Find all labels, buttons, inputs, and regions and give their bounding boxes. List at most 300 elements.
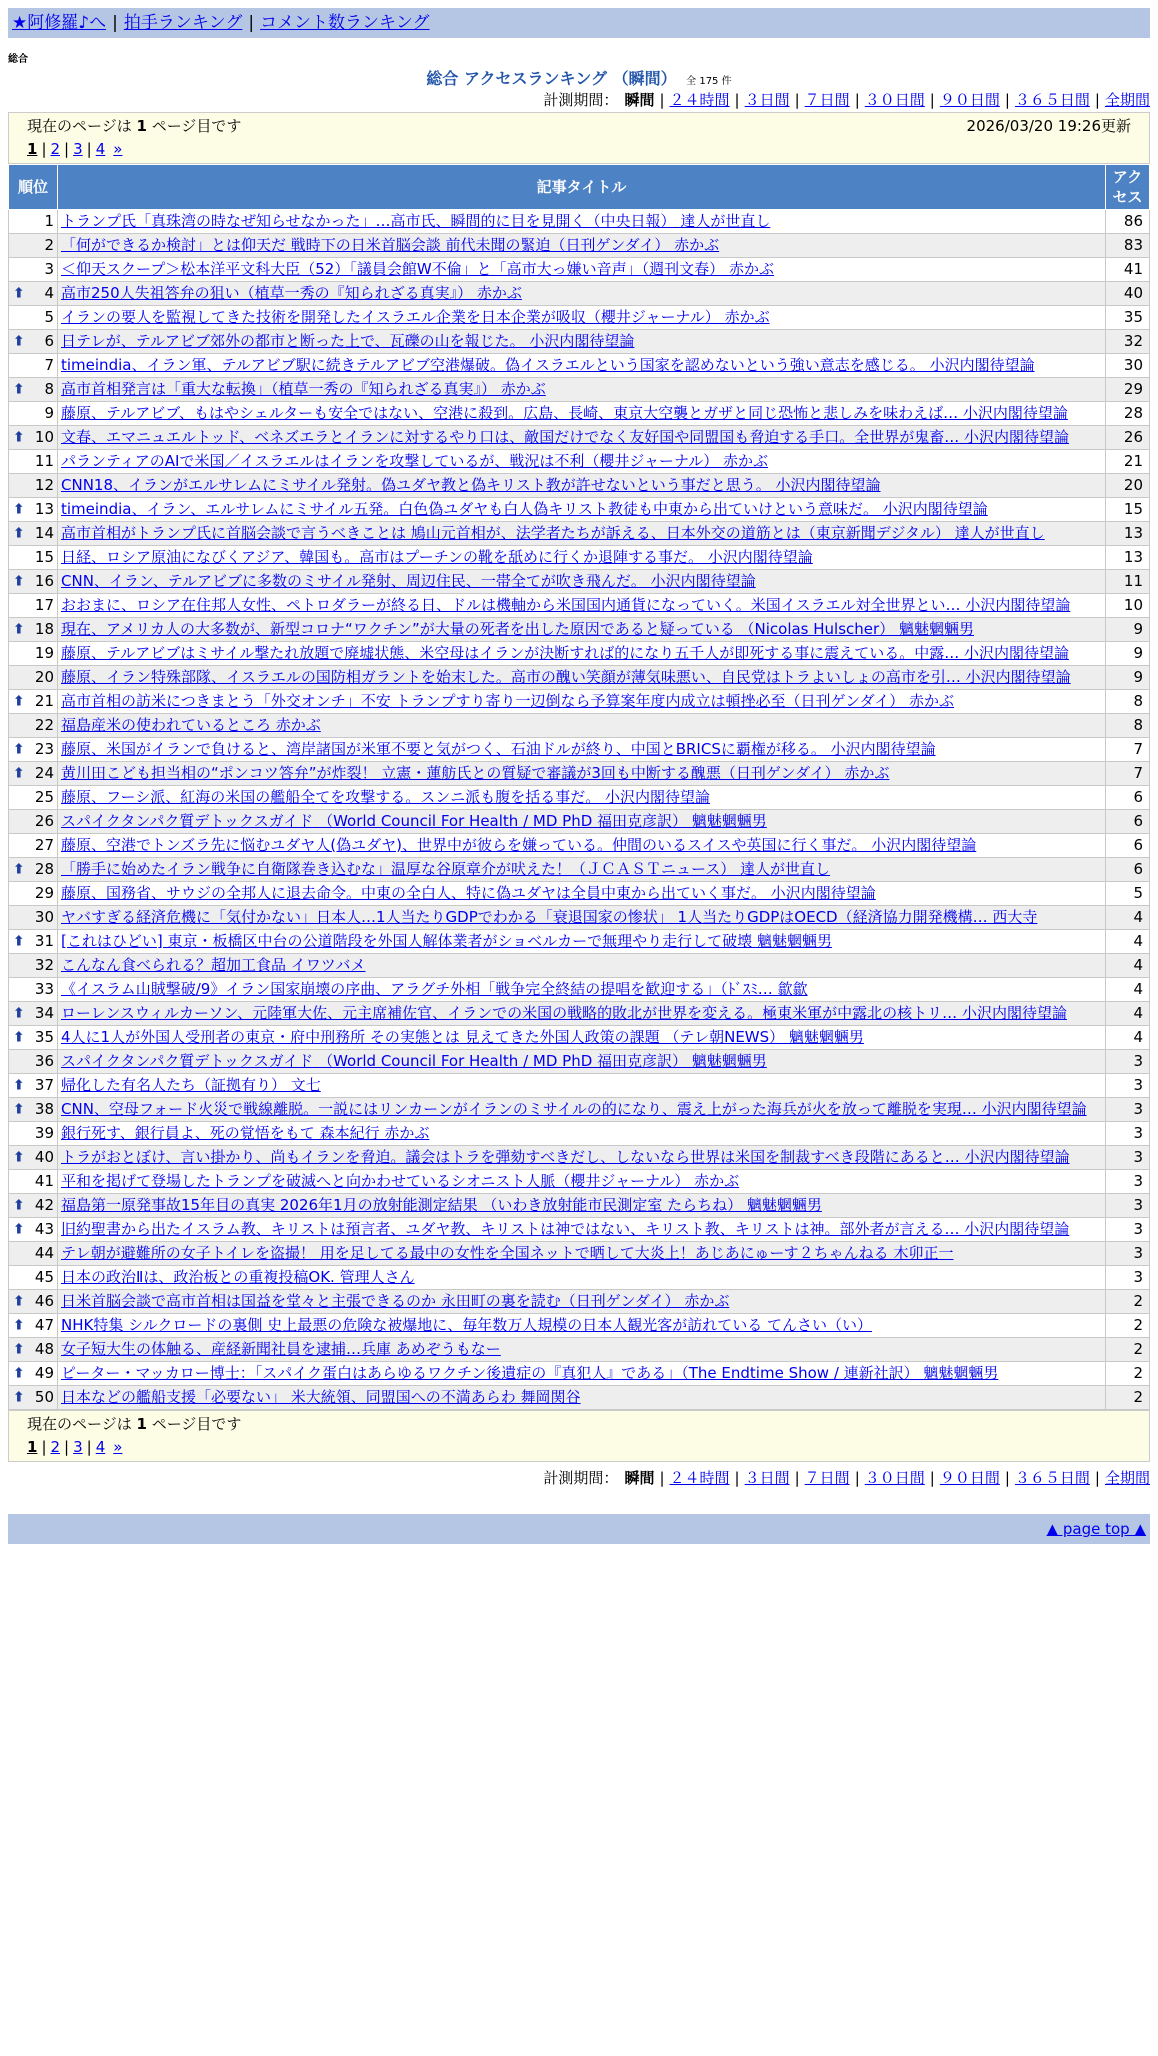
- access-count: 2: [1106, 1386, 1150, 1410]
- rank-number: 42: [34, 1196, 54, 1214]
- access-count: 6: [1106, 786, 1150, 810]
- article-link[interactable]: 藤原、国務省、サウジの全邦人に退去命令。中東の全白人、特に偽ユダヤは全員中東から出ていく事だ。 小沢内閣待望論: [61, 884, 876, 902]
- article-link[interactable]: 現在、アメリカ人の大多数が、新型コロナ“ワクチン”が大量の死者を出した原因であると疑っている （Nicolas Hulscher） 魑魅魍魎男: [61, 620, 974, 638]
- access-count: 3: [1106, 1218, 1150, 1242]
- access-count: 40: [1106, 282, 1150, 306]
- title-cell: [58, 786, 1106, 810]
- article-link[interactable]: トランプ氏「真珠湾の時なぜ知らせなかった」…高市氏、瞬間的に目を見開く（中央日報） 達人が世直し: [61, 212, 771, 230]
- access-count: 86: [1106, 210, 1150, 234]
- table-row: [9, 930, 1150, 954]
- pager-next[interactable]: »: [113, 1438, 123, 1456]
- rank-number: 24: [34, 764, 54, 782]
- rank-up-arrow-icon: ⬆: [13, 1293, 25, 1309]
- access-count: 2: [1106, 1362, 1150, 1386]
- table-row: [9, 714, 1150, 738]
- article-link[interactable]: 藤原、テルアビブ、もはやシェルターも安全ではない、空港に殺到。広島、長崎、東京大空襲とガザと同じ恐怖と悲しみを味わえば… 小沢内閣待望論: [61, 404, 1068, 422]
- period-selector-bottom: [8, 1466, 1150, 1490]
- category-label: 総合: [8, 54, 28, 65]
- rank-cell: [9, 1074, 58, 1098]
- rank-number: 5: [44, 308, 54, 326]
- rank-number: 38: [34, 1100, 54, 1118]
- table-row: [9, 570, 1150, 594]
- access-count: 6: [1106, 858, 1150, 882]
- nav-separator: |: [248, 13, 255, 33]
- article-link[interactable]: テレ朝が避難所の女子トイレを盗撮！ 用を足してる最中の女性を全国ネットで晒して大炎上！あじあにゅーす２ちゃんねる 木卯正一: [61, 1244, 954, 1262]
- table-row: [9, 1026, 1150, 1050]
- title-cell: [58, 1266, 1106, 1290]
- pager-current: 1: [27, 140, 38, 158]
- period-link-4[interactable]: ３０日間: [864, 1469, 925, 1487]
- article-link[interactable]: CNN18、イランがエルサレムにミサイル発射。偽ユダヤ教と偽キリスト教が許せないという事だと思う。 小沢内閣待望論: [61, 476, 881, 494]
- title-cell: [58, 474, 1106, 498]
- table-row: [9, 1194, 1150, 1218]
- rank-cell: [9, 594, 58, 618]
- title-cell: [58, 714, 1106, 738]
- article-link[interactable]: 藤原、米国がイランで負けると、湾岸諸国が米軍不要と気がつく、石油ドルが終り、中国とBRICSに覇権が移る。 小沢内閣待望論: [61, 740, 936, 758]
- access-count: 2: [1106, 1314, 1150, 1338]
- access-count: 3: [1106, 1146, 1150, 1170]
- access-count: 15: [1106, 498, 1150, 522]
- title-cell: [58, 378, 1106, 402]
- period-separator: |: [794, 1469, 800, 1487]
- table-row: [9, 234, 1150, 258]
- page-info-bottom: [8, 1410, 1150, 1462]
- rank-cell: [9, 258, 58, 282]
- article-link[interactable]: 藤原、フーシ派、紅海の米国の艦船全てを攻撃する。スンニ派も腹を括る事だ。 小沢内閣待望論: [61, 788, 711, 806]
- rank-number: 23: [34, 740, 54, 758]
- access-count: 26: [1106, 426, 1150, 450]
- rank-cell: [9, 618, 58, 642]
- title-cell: [58, 834, 1106, 858]
- comment-ranking-link[interactable]: コメント数ランキング: [260, 13, 430, 33]
- rank-cell: [9, 1098, 58, 1122]
- nav-separator: |: [112, 13, 118, 33]
- period-selector-top: [8, 88, 1150, 112]
- article-link[interactable]: 日経、ロシア原油になびくアジア、韓国も。高市はプーチンの靴を舐めに行くか退陣する事だ。 小沢内閣待望論: [61, 548, 813, 566]
- rank-cell: [9, 762, 58, 786]
- rank-up-arrow-icon: ⬆: [13, 525, 25, 541]
- home-link[interactable]: ★阿修羅♪へ: [12, 13, 107, 33]
- rank-cell: [9, 1170, 58, 1194]
- article-link[interactable]: 女子短大生の体触る、産経新聞社員を逮捕…兵庫 あめぞうもなー: [61, 1340, 501, 1358]
- access-count: 28: [1106, 402, 1150, 426]
- article-link[interactable]: 藤原、テルアビブはミサイル撃たれ放題で廃墟状態、米空母はイランが決断すれば的になり五千人が即死する事に震えている。中露… 小沢内閣待望論: [61, 644, 1069, 662]
- period-link-5[interactable]: ９０日間: [939, 1469, 1000, 1487]
- rank-up-arrow-icon: ⬆: [13, 381, 25, 397]
- rank-up-arrow-icon: ⬆: [13, 285, 25, 301]
- rank-up-arrow-icon: ⬆: [13, 1365, 25, 1381]
- article-link[interactable]: 高市首相発言は「重大な転換」（植草一秀の『知られざる真実』） 赤かぶ: [61, 380, 546, 398]
- rank-number: 10: [34, 428, 54, 446]
- rank-cell: [9, 522, 58, 546]
- rank-number: 49: [34, 1364, 54, 1382]
- period-link-3[interactable]: ７日間: [804, 1469, 850, 1487]
- access-count: 7: [1106, 762, 1150, 786]
- article-link[interactable]: [これはひどい] 東京・板橋区中台の公道階段を外国人解体業者がショベルカーで無理やり走行して破壊 魑魅魍魎男: [61, 932, 832, 950]
- article-link[interactable]: CNN、イラン、テルアビブに多数のミサイル発射、周辺住民、一帯全てが吹き飛んだ。 小沢内閣待望論: [61, 572, 756, 590]
- footer-bar: [8, 1514, 1150, 1544]
- article-link[interactable]: 日本などの艦船支援「必要ない」 米大統領、同盟国への不満あらわ 舞岡関谷: [61, 1388, 581, 1406]
- pager-link-4[interactable]: 4: [95, 140, 106, 158]
- title-cell: [58, 642, 1106, 666]
- rank-number: 9: [44, 404, 54, 422]
- rank-cell: [9, 642, 58, 666]
- title-cell: [58, 954, 1106, 978]
- table-row: [9, 1314, 1150, 1338]
- rank-number: 37: [34, 1076, 54, 1094]
- rank-number: 35: [34, 1028, 54, 1046]
- article-link[interactable]: CNN、空母フォード火災で戦線離脱。一説にはリンカーンがイランのミサイルの的になり、震え上がった海兵が火を放って離脱を実現… 小沢内閣待望論: [61, 1100, 1087, 1118]
- rank-cell: [9, 954, 58, 978]
- period-link-6[interactable]: ３６５日間: [1014, 1469, 1090, 1487]
- access-count: 11: [1106, 570, 1150, 594]
- access-count: 30: [1106, 354, 1150, 378]
- article-link[interactable]: 藤原、空港でトンズラ先に悩むユダヤ人(偽ユダヤ)、世界中が彼らを嫌っている。仲間のいるスイスや英国に行く事だ。 小沢内閣待望論: [61, 836, 977, 854]
- access-count: 5: [1106, 882, 1150, 906]
- rank-number: 4: [44, 284, 54, 302]
- table-row: [9, 858, 1150, 882]
- access-count: 13: [1106, 546, 1150, 570]
- rank-cell: [9, 786, 58, 810]
- article-link[interactable]: timeindia、イラン軍、テルアビブ駅に続きテルアビブ空港爆破。偽イスラエルという国家を認めないという強い意志を感じる。 小沢内閣待望論: [61, 356, 1035, 374]
- table-row: [9, 594, 1150, 618]
- table-row: [9, 1122, 1150, 1146]
- rank-cell: [9, 330, 58, 354]
- title-cell: [58, 1218, 1106, 1242]
- article-link[interactable]: 銀行死す、銀行員よ、死の覚悟をもて 森本紀行 赤かぶ: [61, 1124, 430, 1142]
- article-link[interactable]: イランの要人を監視してきた技術を開発したイスラエル企業を日本企業が吸収（櫻井ジャーナル） 赤かぶ: [61, 308, 770, 326]
- pagination-bottom: [27, 1435, 1131, 1459]
- title-cell: [58, 594, 1106, 618]
- table-row: [9, 1362, 1150, 1386]
- access-count: 3: [1106, 1170, 1150, 1194]
- article-link[interactable]: 帰化した有名人たち（証拠有り） 文七: [61, 1076, 321, 1094]
- period-separator: |: [1094, 91, 1100, 109]
- rank-number: 41: [34, 1172, 54, 1190]
- article-link[interactable]: ピーター・マッカロー博士：「スパイク蛋白はあらゆるワクチン後遺症の『真犯人』である」（The Endtime Show / 連新社訳） 魑魅魍魎男: [61, 1364, 999, 1382]
- access-count: 3: [1106, 1194, 1150, 1218]
- article-link[interactable]: おおまに、ロシア在住邦人女性、ペトロダラーが終る日、ドルは機軸から米国国内通貨になっていく。米国イスラエル対全世界とい… 小沢内閣待望論: [61, 596, 1071, 614]
- title-cell: [58, 306, 1106, 330]
- article-link[interactable]: timeindia、イラン、エルサレムにミサイル五発。白色偽ユダヤも白人偽キリスト教徒も中東から出ていけという意味だ。 小沢内閣待望論: [61, 500, 988, 518]
- access-count: 4: [1106, 1026, 1150, 1050]
- access-count: 32: [1106, 330, 1150, 354]
- pager-current: 1: [27, 1438, 38, 1456]
- access-count: 3: [1106, 1098, 1150, 1122]
- period-separator: |: [854, 91, 860, 109]
- article-link[interactable]: 日米首脳会談で高市首相は国益を堂々と主張できるのか 永田町の裏を読む（日刊ゲンダイ） 赤かぶ: [61, 1292, 730, 1310]
- period-separator: |: [794, 91, 800, 109]
- article-link[interactable]: 高市250人失祖答弁の狙い（植草一秀の『知られざる真実』） 赤かぶ: [61, 284, 522, 302]
- rank-up-arrow-icon: ⬆: [13, 765, 25, 781]
- title-cell: [58, 354, 1106, 378]
- access-count: 4: [1106, 978, 1150, 1002]
- rank-cell: [9, 1050, 58, 1074]
- rank-cell: [9, 1362, 58, 1386]
- period-link-5[interactable]: ９０日間: [939, 91, 1000, 109]
- period-separator: |: [734, 1469, 740, 1487]
- pager-link-3[interactable]: 3: [73, 1438, 83, 1456]
- pager-link-4[interactable]: 4: [95, 1438, 106, 1456]
- table-row: [9, 1338, 1150, 1362]
- title-cell: [58, 618, 1106, 642]
- period-link-2[interactable]: ３日間: [744, 1469, 790, 1487]
- rank-number: 50: [34, 1388, 54, 1406]
- access-count: 3: [1106, 1122, 1150, 1146]
- period-label: 計測期間：: [543, 91, 619, 109]
- rank-number: 21: [34, 692, 54, 710]
- item-count: 全 175 件: [686, 76, 732, 87]
- clap-ranking-link[interactable]: 拍手ランキング: [123, 13, 243, 33]
- rank-number: 22: [34, 716, 54, 734]
- rank-up-arrow-icon: ⬆: [13, 1389, 25, 1405]
- ranking-title: 総合 アクセスランキング （瞬間）: [426, 69, 677, 88]
- article-link[interactable]: こんなん食べられる？超加工食品 イワツバメ: [61, 956, 366, 974]
- rank-cell: [9, 1290, 58, 1314]
- rank-cell: [9, 1122, 58, 1146]
- access-count: 8: [1106, 690, 1150, 714]
- table-row: [9, 786, 1150, 810]
- rank-up-arrow-icon: ⬆: [13, 501, 25, 517]
- table-row: [9, 402, 1150, 426]
- table-row: [9, 378, 1150, 402]
- article-link[interactable]: 福島産米の使われているところ 赤かぶ: [61, 716, 321, 734]
- table-row: [9, 618, 1150, 642]
- access-count: 41: [1106, 258, 1150, 282]
- title-cell: [58, 570, 1106, 594]
- access-count: 6: [1106, 810, 1150, 834]
- table-row: [9, 450, 1150, 474]
- table-row: [9, 1146, 1150, 1170]
- table-row: [9, 306, 1150, 330]
- rank-number: 13: [34, 500, 54, 518]
- article-link[interactable]: 《イスラム山賊撃破/9》イラン国家崩壊の序曲、アラグチ外相「戦争完全終結の提唱を歓迎する」（ﾄﾞｽﾐ… 歙歙: [61, 980, 808, 998]
- rank-cell: [9, 714, 58, 738]
- access-count: 9: [1106, 642, 1150, 666]
- title-cell: [58, 1026, 1106, 1050]
- rank-cell: [9, 1146, 58, 1170]
- rank-cell: [9, 282, 58, 306]
- period-link-1[interactable]: ２４時間: [669, 91, 730, 109]
- title-cell: [58, 258, 1106, 282]
- title-cell: [58, 762, 1106, 786]
- rank-cell: [9, 450, 58, 474]
- period-separator: |: [929, 91, 935, 109]
- title-cell: [58, 1098, 1106, 1122]
- article-link[interactable]: 旧約聖書から出たイスラム教、キリストは預言者、ユダヤ教、キリストは神ではない、キリスト教、キリストは神。部外者が言える… 小沢内閣待望論: [61, 1220, 1070, 1238]
- table-row: [9, 738, 1150, 762]
- period-separator: |: [659, 91, 665, 109]
- rank-cell: [9, 978, 58, 1002]
- rank-number: 20: [34, 668, 54, 686]
- title-cell: [58, 906, 1106, 930]
- rank-cell: [9, 210, 58, 234]
- rank-number: 6: [44, 332, 54, 350]
- table-row: [9, 282, 1150, 306]
- period-link-1[interactable]: ２４時間: [669, 1469, 730, 1487]
- period-separator: |: [1004, 91, 1010, 109]
- rank-up-arrow-icon: ⬆: [13, 933, 25, 949]
- table-row: [9, 666, 1150, 690]
- table-row: [9, 522, 1150, 546]
- period-link-4[interactable]: ３０日間: [864, 91, 925, 109]
- page-title: [8, 66, 1150, 88]
- title-cell: [58, 738, 1106, 762]
- rank-number: 2: [44, 236, 54, 254]
- pager-separator: |: [86, 1438, 92, 1456]
- pager-separator: |: [41, 1438, 47, 1456]
- title-cell: [58, 1074, 1106, 1098]
- article-link[interactable]: NHK特集 シルクロードの裏側 史上最悪の危険な被爆地に、毎年数万人規模の日本人観光客が訪れている てんさい（い）: [61, 1316, 872, 1334]
- period-link-7[interactable]: 全期間: [1104, 1469, 1150, 1487]
- article-link[interactable]: 「何ができるか検討」とは仰天だ 戦時下の日米首脳会談 前代未聞の緊迫（日刊ゲンダイ） 赤かぶ: [61, 236, 720, 254]
- article-link[interactable]: 平和を掲げて登場したトランプを破滅へと向かわせているシオニスト人脈（櫻井ジャーナル） 赤かぶ: [61, 1172, 740, 1190]
- rank-cell: [9, 834, 58, 858]
- access-count: 3: [1106, 1050, 1150, 1074]
- access-count: 2: [1106, 1290, 1150, 1314]
- pager-next[interactable]: »: [113, 140, 123, 158]
- current-page-text: 現在のページは 1 ページ目です: [27, 117, 242, 135]
- pager-link-2[interactable]: 2: [50, 140, 61, 158]
- rank-number: 25: [34, 788, 54, 806]
- title-cell: [58, 234, 1106, 258]
- article-link[interactable]: 「勝手に始めたイラン戦争に自衛隊巻き込むな」温厚な谷原章介が吠えた！（ＪＣＡＳＴニュース） 達人が世直し: [61, 860, 831, 878]
- title-cell: [58, 282, 1106, 306]
- rank-cell: [9, 1242, 58, 1266]
- table-row: [9, 1218, 1150, 1242]
- rank-up-arrow-icon: ⬆: [13, 1005, 25, 1021]
- title-cell: [58, 450, 1106, 474]
- rank-cell: [9, 1194, 58, 1218]
- title-cell: [58, 426, 1106, 450]
- table-row: [9, 474, 1150, 498]
- article-link[interactable]: スパイクタンパク質デトックスガイド （World Council For Health / MD PhD 福田克彦訳） 魑魅魍魎男: [61, 1052, 767, 1070]
- article-link[interactable]: 4人に1人が外国人受刑者の東京・府中刑務所 その実態とは 見えてきた外国人政策の課題 （テレ朝NEWS） 魑魅魍魎男: [61, 1028, 864, 1046]
- rank-up-arrow-icon: ⬆: [13, 861, 25, 877]
- page-top-link[interactable]: ▲ page top ▲: [1046, 1520, 1146, 1538]
- title-cell: [58, 1170, 1106, 1194]
- rank-number: 30: [34, 908, 54, 926]
- article-link[interactable]: パランティアのAIで米国／イスラエルはイランを攻撃しているが、戦況は不利（櫻井ジャーナル） 赤かぶ: [61, 452, 769, 470]
- rank-up-arrow-icon: ⬆: [13, 573, 25, 589]
- rank-number: 18: [34, 620, 54, 638]
- access-header: アクセス: [1106, 165, 1150, 210]
- rank-up-arrow-icon: ⬆: [13, 1149, 25, 1165]
- article-link[interactable]: 藤原、イラン特殊部隊、イスラエルの国防相ガラントを始末した。高市の醜い笑顔が薄気味悪い、自民党はトラよいしょの高市を引… 小沢内閣待望論: [61, 668, 1071, 686]
- pager-link-3[interactable]: 3: [73, 140, 83, 158]
- rank-number: 48: [34, 1340, 54, 1358]
- title-cell: [58, 1290, 1106, 1314]
- rank-cell: [9, 426, 58, 450]
- title-cell: [58, 1194, 1106, 1218]
- title-cell: [58, 498, 1106, 522]
- pager-link-2[interactable]: 2: [50, 1438, 61, 1456]
- rank-number: 33: [34, 980, 54, 998]
- access-count: 9: [1106, 618, 1150, 642]
- rank-number: 1: [44, 212, 54, 230]
- title-cell: [58, 858, 1106, 882]
- rank-number: 15: [34, 548, 54, 566]
- rank-up-arrow-icon: ⬆: [13, 429, 25, 445]
- table-row: [9, 1002, 1150, 1026]
- rank-number: 16: [34, 572, 54, 590]
- rank-cell: [9, 882, 58, 906]
- period-link-2[interactable]: ３日間: [744, 91, 790, 109]
- rank-number: 12: [34, 476, 54, 494]
- access-count: 4: [1106, 906, 1150, 930]
- article-link[interactable]: ローレンスウィルカーソン、元陸軍大佐、元主席補佐官、イランでの米国の戦略的敗北が世界を変える。極東米軍が中露北の核トリ… 小沢内閣待望論: [61, 1004, 1067, 1022]
- access-count: 13: [1106, 522, 1150, 546]
- rank-number: 36: [34, 1052, 54, 1070]
- rank-number: 47: [34, 1316, 54, 1334]
- access-count: 3: [1106, 1074, 1150, 1098]
- current-page-number: 1: [136, 1415, 147, 1433]
- access-count: 21: [1106, 450, 1150, 474]
- rank-up-arrow-icon: ⬆: [13, 1077, 25, 1093]
- article-link[interactable]: 日テレが、テルアビブ郊外の都市と断った上で、瓦礫の山を報じた。 小沢内閣待望論: [61, 332, 635, 350]
- rank-cell: [9, 690, 58, 714]
- article-link[interactable]: ヤバすぎる経済危機に「気付かない」日本人…1人当たりGDPでわかる「衰退国家の惨状」 1人当たりGDPはOECD（経済協力開発機構… 西大寺: [61, 908, 1038, 926]
- table-row: [9, 258, 1150, 282]
- article-link[interactable]: トラがおとぼけ、言い掛かり、尚もイランを脅迫。議会はトラを弾劾すべきだし、しないなら世界は米国を制裁すべき段階にあると… 小沢内閣待望論: [61, 1148, 1070, 1166]
- rank-number: 34: [34, 1004, 54, 1022]
- access-count: 2: [1106, 1338, 1150, 1362]
- period-link-3[interactable]: ７日間: [804, 91, 850, 109]
- title-cell: [58, 1146, 1106, 1170]
- table-row: [9, 906, 1150, 930]
- article-link[interactable]: 高市首相の訪米につきまとう「外交オンチ」不安 トランプすり寄り一辺倒なら予算案年度内成立は頓挫必至（日刊ゲンダイ） 赤かぶ: [61, 692, 955, 710]
- title-cell: [58, 810, 1106, 834]
- article-link[interactable]: ＜仰天スクープ＞松本洋平文科大臣（52）「議員会館W不倫」と「高市大っ嫌い音声」（週刊文春） 赤かぶ: [61, 260, 774, 278]
- table-row: [9, 642, 1150, 666]
- rank-cell: [9, 738, 58, 762]
- table-row: [9, 1386, 1150, 1410]
- access-count: 35: [1106, 306, 1150, 330]
- rank-number: 39: [34, 1124, 54, 1142]
- rank-number: 26: [34, 812, 54, 830]
- rank-cell: [9, 1338, 58, 1362]
- table-row: [9, 546, 1150, 570]
- article-link[interactable]: 福島第一原発事故15年目の真実 2026年1月の放射能測定結果 （いわき放射能市民測定室 たらちね） 魑魅魍魎男: [61, 1196, 822, 1214]
- article-link[interactable]: 文春、エマニュエルトッド、ベネズエラとイランに対するやり口は、敵国だけでなく友好国や同盟国も脅迫する手口。全世界が鬼畜… 小沢内閣待望論: [61, 428, 1069, 446]
- article-link[interactable]: スパイクタンパク質デトックスガイド （World Council For Health / MD PhD 福田克彦訳） 魑魅魍魎男: [61, 812, 767, 830]
- title-cell: [58, 546, 1106, 570]
- period-link-6[interactable]: ３６５日間: [1014, 91, 1090, 109]
- access-count: 10: [1106, 594, 1150, 618]
- rank-cell: [9, 234, 58, 258]
- article-link[interactable]: 黄川田こども担当相の“ポンコツ答弁”が炸裂！ 立憲・蓮舫氏との質疑で審議が3回も中断する醜悪（日刊ゲンダイ） 赤かぶ: [61, 764, 890, 782]
- rank-number: 31: [34, 932, 54, 950]
- article-link[interactable]: 日本の政治Ⅱは、政治板との重複投稿OK. 管理人さん: [61, 1268, 415, 1286]
- table-row: [9, 690, 1150, 714]
- rank-number: 28: [34, 860, 54, 878]
- period-link-7[interactable]: 全期間: [1104, 91, 1150, 109]
- title-cell: [58, 978, 1106, 1002]
- pager-separator: |: [86, 140, 92, 158]
- rank-cell: [9, 1218, 58, 1242]
- title-cell: [58, 210, 1106, 234]
- rank-cell: [9, 474, 58, 498]
- rank-up-arrow-icon: ⬆: [13, 1221, 25, 1237]
- title-cell: [58, 666, 1106, 690]
- updated-timestamp: 2026/03/20 19:26更新: [966, 117, 1131, 135]
- access-count: 3: [1106, 1266, 1150, 1290]
- rank-number: 14: [34, 524, 54, 542]
- table-row: [9, 978, 1150, 1002]
- article-link[interactable]: 高市首相がトランプ氏に首脳会談で言うべきことは 鳩山元首相が、法学者たちが訴える、日本外交の道筋とは（東京新聞デジタル） 達人が世直し: [61, 524, 1045, 542]
- table-row: [9, 1050, 1150, 1074]
- period-separator: |: [659, 1469, 665, 1487]
